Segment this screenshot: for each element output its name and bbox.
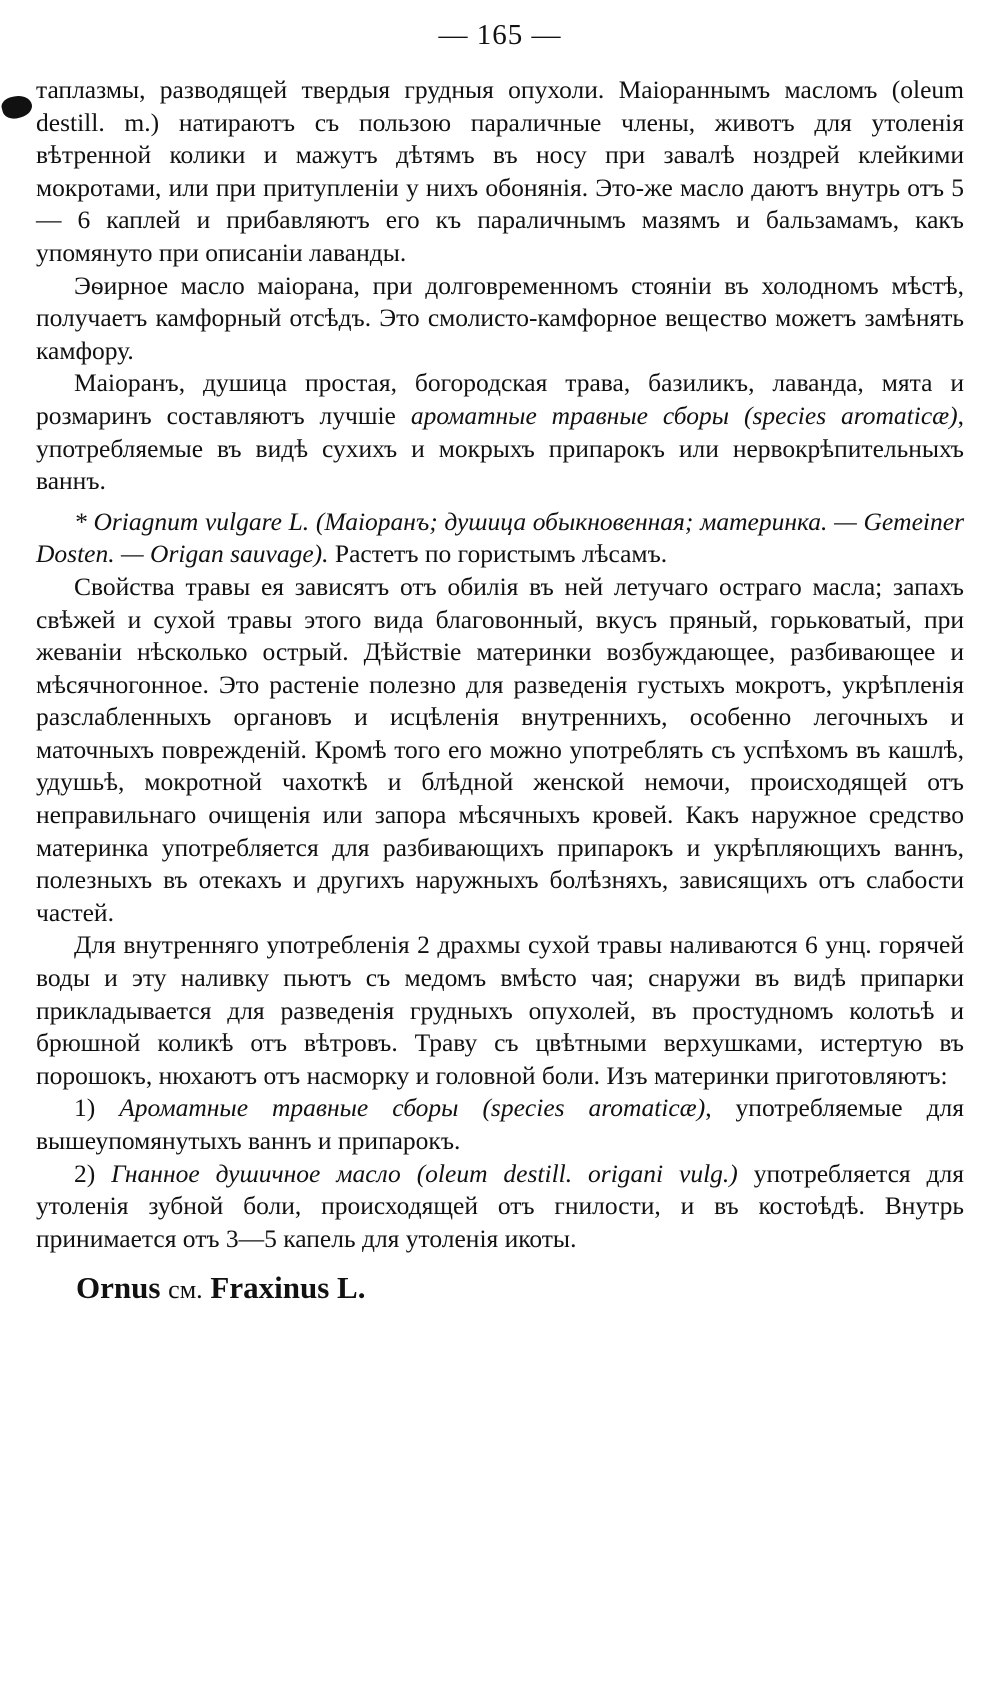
- cross-reference-heading: [36, 1269, 964, 1309]
- list-item-text: , употребляемые для вышеупомянутыхъ ваннъ и припарокъ.: [36, 1093, 964, 1155]
- heading-see: см.: [168, 1275, 203, 1305]
- list-item-title: Ароматные травные сборы: [119, 1093, 459, 1123]
- list-item-title: Гнанное душичное масло: [111, 1158, 401, 1188]
- heading-main: Ornus: [76, 1270, 161, 1306]
- paragraph-properties: Свойства травы ея зависятъ отъ обилія въ ней летучаго остраго масла; запахъ свѣжей и сухой травы этого вида благовонный, вкусъ пряный, горьковатый, при жеваніи нѣсколько острый. Дѣйствіе материнки возбуждающее, разбивающее и мѣсячногонное. Это растеніе полезно для разведенія густыхъ мокротъ, укрѣпленія разслабленныхъ органовъ и исцѣленія внутреннихъ, особенно легочныхъ и маточныхъ поврежденій. Кромѣ того его можно употреблять съ успѣхомъ въ кашлѣ, удушьѣ, мокротной чахоткѣ и блѣдной женской немочи, происходящей отъ неправильнаго очищенія или запора мѣсячныхъ кровей. Какъ наружное средство материнка употребляется для разбивающихъ припарокъ и укрѣпляющихъ ваннъ, полезныхъ въ отекахъ и другихъ наружныхъ болѣзняхъ, зависящихъ отъ слабости частей.: [36, 571, 964, 927]
- heading-target: Fraxinus L.: [210, 1270, 366, 1306]
- paragraph-3: [36, 367, 964, 497]
- latin-term: (oleum destill. origani vulg.): [416, 1158, 738, 1188]
- page: [36, 18, 964, 1309]
- list-item-1: [36, 1092, 964, 1157]
- paragraph-3-end: , употребляемые въ видѣ сухихъ и мокрыхъ припарокъ или нервокрѣпительныхъ ваннъ.: [36, 400, 965, 496]
- paragraph-3-start: Маіоранъ, душица простая, богородская трава, базиликъ, лаванда, мята и розмаринъ составляютъ лучшіе: [36, 368, 964, 430]
- list-item-2: [36, 1158, 964, 1256]
- paragraph-1: таплазмы, разводящей твердыя грудныя опухоли. Маіораннымъ масломъ (oleum destill. m.) натираютъ съ пользою параличные члены, животъ для утоленія вѣтренной колики и мажутъ дѣтямъ въ носу при завалѣ ноздрей клейкими мокротами, или при притупленіи у нихъ обонянія. Это-же масло даютъ внутрь отъ 5 — 6 каплей и прибавляютъ его къ параличнымъ мазямъ и бальзамамъ, какъ упомянуто при описаніи лаванды.: [36, 75, 964, 267]
- italic-term: ароматные травные сборы: [410, 400, 730, 430]
- ink-blot: [0, 92, 34, 121]
- latin-term: (species aromaticæ): [482, 1093, 706, 1123]
- paragraph-usage: Для внутренняго употребленія 2 драхмы сухой травы наливаются 6 унц. горячей воды и эту наливку пьютъ съ медомъ вмѣсто чая; снаружи въ видѣ припарки прикладывается для разведенія грудныхъ опухолей, въ простудномъ колотьѣ и брюшной коликѣ отъ вѣтровъ. Траву съ цвѣтными верхушками, истертую въ порошокъ, нюхаютъ отъ насморку и головной боли. Изъ материнки приготовляютъ:: [36, 930, 964, 1090]
- latin-term: (species aromaticæ): [743, 400, 958, 430]
- paragraph-2: Эѳирное масло маіорана, при долговременномъ стояніи въ холодномъ мѣстѣ, получаетъ камфорный отсѣдъ. Это смолисто-камфорное вещество можетъ замѣнять камфору.: [36, 270, 964, 365]
- species-name: * Oriagnum vulgare L. (Маіоранъ; душица обыкновенная; материнка. — Gemeiner Dosten. — Origan sauvage).: [36, 506, 964, 569]
- list-number: 2): [74, 1158, 96, 1188]
- list-item-text: употребляется для утоленія зубной боли, происходящей отъ гнилости, и въ костоѣдѣ. Внутрь принимается отъ 3—5 капель для утоленія икоты.: [36, 1158, 964, 1253]
- species-entry: [36, 506, 964, 571]
- page-number: — 165 —: [438, 19, 562, 51]
- list-number: 1): [74, 1093, 96, 1123]
- habitat-text: Растетъ по гористымъ лѣсамъ.: [334, 539, 668, 569]
